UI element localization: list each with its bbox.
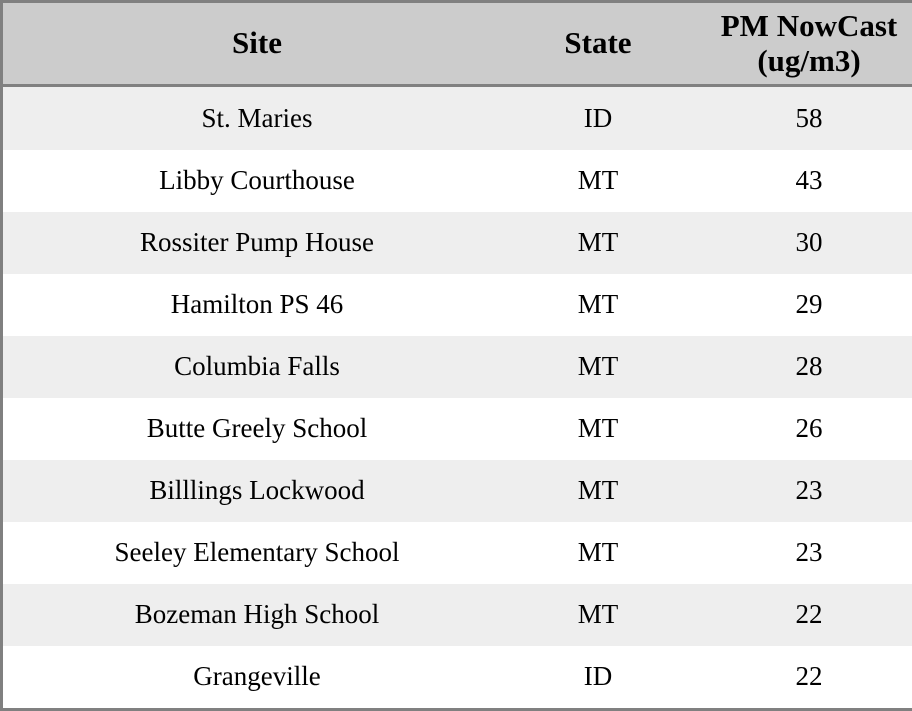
column-header-state: State (511, 3, 685, 86)
cell-state: MT (577, 537, 619, 568)
table-row (3, 584, 912, 646)
column-header-pm-nowcast: PM NowCast (ug/m3) (685, 3, 912, 86)
air-quality-table (3, 3, 912, 708)
cell-site: Bozeman High School (134, 599, 380, 630)
table-header-row (3, 3, 912, 86)
cell-pm: 58 (795, 103, 823, 133)
cell-site: Rossiter Pump House (139, 227, 374, 258)
table-row (3, 150, 912, 212)
cell-state: ID (583, 661, 613, 692)
cell-pm: 23 (795, 537, 823, 568)
table-row (3, 646, 912, 708)
table-row (3, 398, 912, 460)
cell-state: MT (577, 413, 619, 444)
cell-pm: 43 (795, 165, 823, 196)
cell-site: Grangeville (193, 661, 321, 692)
cell-site: Seeley Elementary School (114, 537, 400, 568)
cell-pm: 28 (795, 351, 823, 382)
cell-state: MT (577, 351, 619, 382)
table-row (3, 336, 912, 398)
table-row (3, 212, 912, 274)
cell-pm: 22 (795, 599, 823, 630)
cell-site: Hamilton PS 46 (170, 289, 344, 320)
cell-state: MT (577, 289, 619, 320)
table-row (3, 460, 912, 522)
table-row (3, 522, 912, 584)
cell-pm: 29 (795, 289, 823, 320)
cell-pm: 23 (795, 475, 823, 506)
table-row (3, 86, 912, 150)
table-row (3, 274, 912, 336)
column-header-site: Site (3, 3, 511, 86)
cell-site: Libby Courthouse (159, 165, 355, 196)
cell-state: MT (577, 599, 619, 630)
cell-site: Billlings Lockwood (149, 475, 365, 506)
cell-state: MT (577, 475, 619, 506)
cell-site: St. Maries (201, 103, 313, 133)
cell-pm: 22 (795, 661, 823, 692)
table-header (3, 3, 912, 86)
cell-pm: 30 (795, 227, 823, 258)
cell-state: MT (577, 165, 619, 196)
table-body (3, 86, 912, 708)
cell-state: ID (583, 103, 613, 133)
cell-state: MT (577, 227, 619, 258)
cell-site: Butte Greely School (146, 413, 368, 444)
cell-pm: 26 (795, 413, 823, 444)
cell-site: Columbia Falls (174, 351, 340, 382)
